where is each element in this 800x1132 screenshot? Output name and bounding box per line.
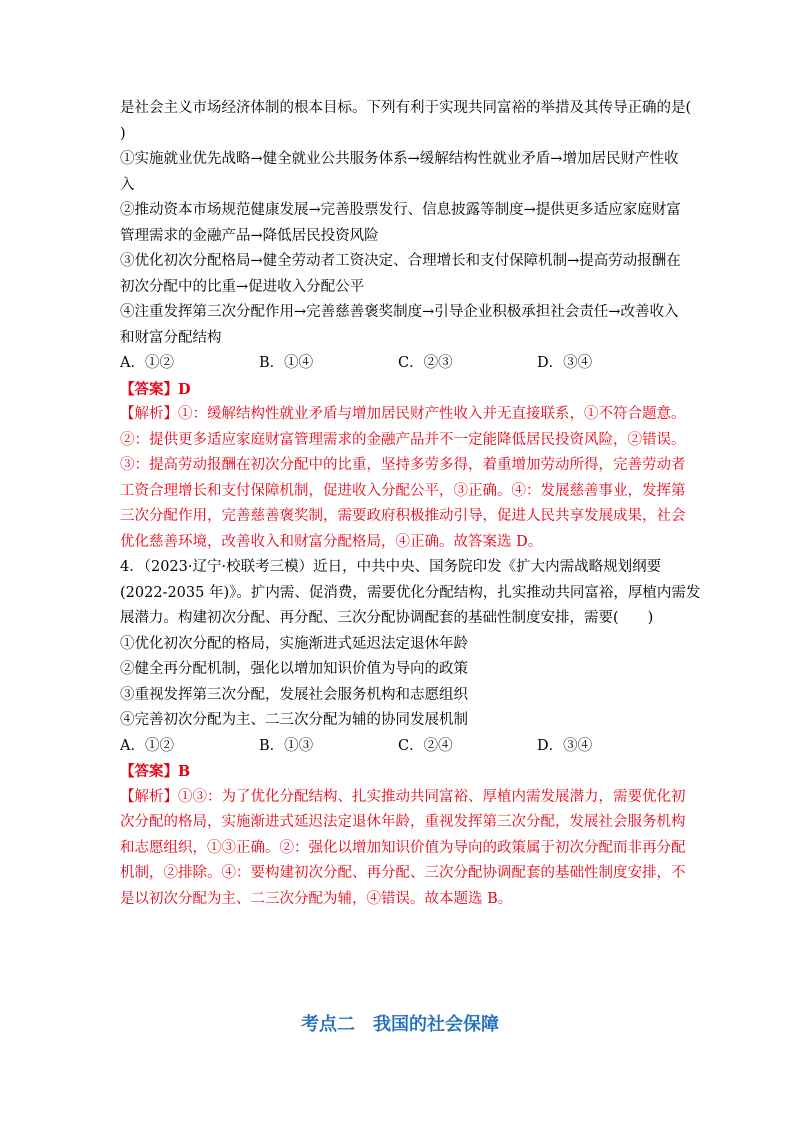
answer-value: D xyxy=(178,380,191,398)
question-text-line: 4．（2023·辽宁·校联考三模）近日，中共中央、国务院印发《扩大内需战略规划纲要 xyxy=(120,559,662,575)
statement-2: ②推动资本市场规范健康发展→完善股票发行、信息披露等制度→提供更多适应家庭财富 xyxy=(120,202,681,218)
answer-tag: 【答案】 xyxy=(120,380,178,398)
analysis-line: ②：提供更多适应家庭财富管理需求的金融产品并不一定能降低居民投资风险，②错误。 xyxy=(120,431,686,448)
analysis-line: 和志愿组织，①③正确。②：强化以增加知识价值为导向的政策属于初次分配而非再分配 xyxy=(120,839,686,856)
analysis-line: 是以初次分配为主、二三次分配为辅，④错误。故本题选 B。 xyxy=(120,890,513,907)
option-d: D．③④ xyxy=(537,737,593,754)
statement-3: ③优化初次分配格局→健全劳动者工资决定、合理增长和支付保障机制→提高劳动报酬在 xyxy=(120,253,681,269)
statement-2: ②健全再分配机制，强化以增加知识价值为导向的政策 xyxy=(120,661,468,677)
statement-4-cont: 和财富分配结构 xyxy=(120,329,222,346)
answer-options xyxy=(120,734,686,760)
analysis-line: 次分配的格局，实施渐进式延迟法定退休年龄，重视发挥第三次分配，发展社会服务机构 xyxy=(120,814,686,830)
question-text-line: ) xyxy=(120,125,126,142)
analysis-line: ③：提高劳动报酬在初次分配中的比重，坚持多劳多得，着重增加劳动所得，完善劳动者 xyxy=(120,457,686,473)
option-c: C．②④ xyxy=(398,737,453,754)
answer-options xyxy=(120,351,686,377)
statement-4: ④完善初次分配为主、二三次分配为辅的协同发展机制 xyxy=(120,712,468,728)
analysis-line: 【解析】①：缓解结构性就业矛盾与增加居民财产性收入并无直接联系，①不符合题意。 xyxy=(120,406,686,422)
statement-1-cont: 入 xyxy=(120,176,135,193)
analysis-line: 工资合理增长和支付保障机制，促进收入分配公平，③正确。④：发展慈善事业，发挥第 xyxy=(120,482,686,499)
answer-line xyxy=(120,759,686,785)
analysis-line: 机制，②排除。④：要构建初次分配、再分配、三次分配协调配套的基础性制度安排，不 xyxy=(120,865,686,881)
answer-value: B xyxy=(178,763,191,780)
option-a: A．①② xyxy=(120,355,174,371)
analysis-line: 优化慈善环境，改善收入和财富分配格局，④正确。故答案选 D。 xyxy=(120,533,543,550)
question-text-line: 是社会主义市场经济体制的根本目标。下列有利于实现共同富裕的举措及其传导正确的是( xyxy=(120,100,692,116)
option-c: C．②③ xyxy=(398,355,453,371)
option-d: D．③④ xyxy=(537,355,593,371)
option-b: B．①③ xyxy=(259,737,314,754)
statement-2-cont: 管理需求的金融产品→降低居民投资风险 xyxy=(120,227,379,244)
option-b: B．①④ xyxy=(259,355,314,371)
statement-1: ①实施就业优先战略→健全就业公共服务体系→缓解结构性就业矛盾→增加居民财产性收 xyxy=(120,151,679,167)
analysis-line: 【解析】①③：为了优化分配结构、扎实推动共同富裕、厚植内需发展潜力，需要优化初 xyxy=(120,788,686,805)
document-page xyxy=(120,96,701,912)
question-4 xyxy=(120,555,701,912)
option-a: A．①② xyxy=(120,737,174,754)
statement-4: ④注重发挥第三次分配作用→完善慈善褒奖制度→引导企业积极承担社会责任→改善收入 xyxy=(120,304,679,320)
answer-line xyxy=(120,377,686,403)
statement-3-cont: 初次分配中的比重→促进收入分配公平 xyxy=(120,278,365,295)
statement-1: ①优化初次分配的格局，实施渐进式延迟法定退休年龄 xyxy=(120,635,468,652)
question-text-line: 展潜力。构建初次分配、再分配、三次分配协调配套的基础性制度安排，需要( ) xyxy=(120,610,654,626)
question-3 xyxy=(120,96,692,555)
question-text-line: (2022-2035 年)》。扩内需、促消费，需要优化分配结构，扎实推动共同富裕，厚植内需发 xyxy=(120,584,701,601)
analysis-line: 三次分配作用，完善慈善褒奖制，需要政府积极推动引导，促进人民共享发展成果，社会 xyxy=(120,508,686,524)
section-title: 考点二 我国的社会保障 xyxy=(301,1014,499,1035)
statement-3: ③重视发挥第三次分配，发展社会服务机构和志愿组织 xyxy=(120,686,468,703)
answer-tag: 【答案】 xyxy=(120,763,178,780)
